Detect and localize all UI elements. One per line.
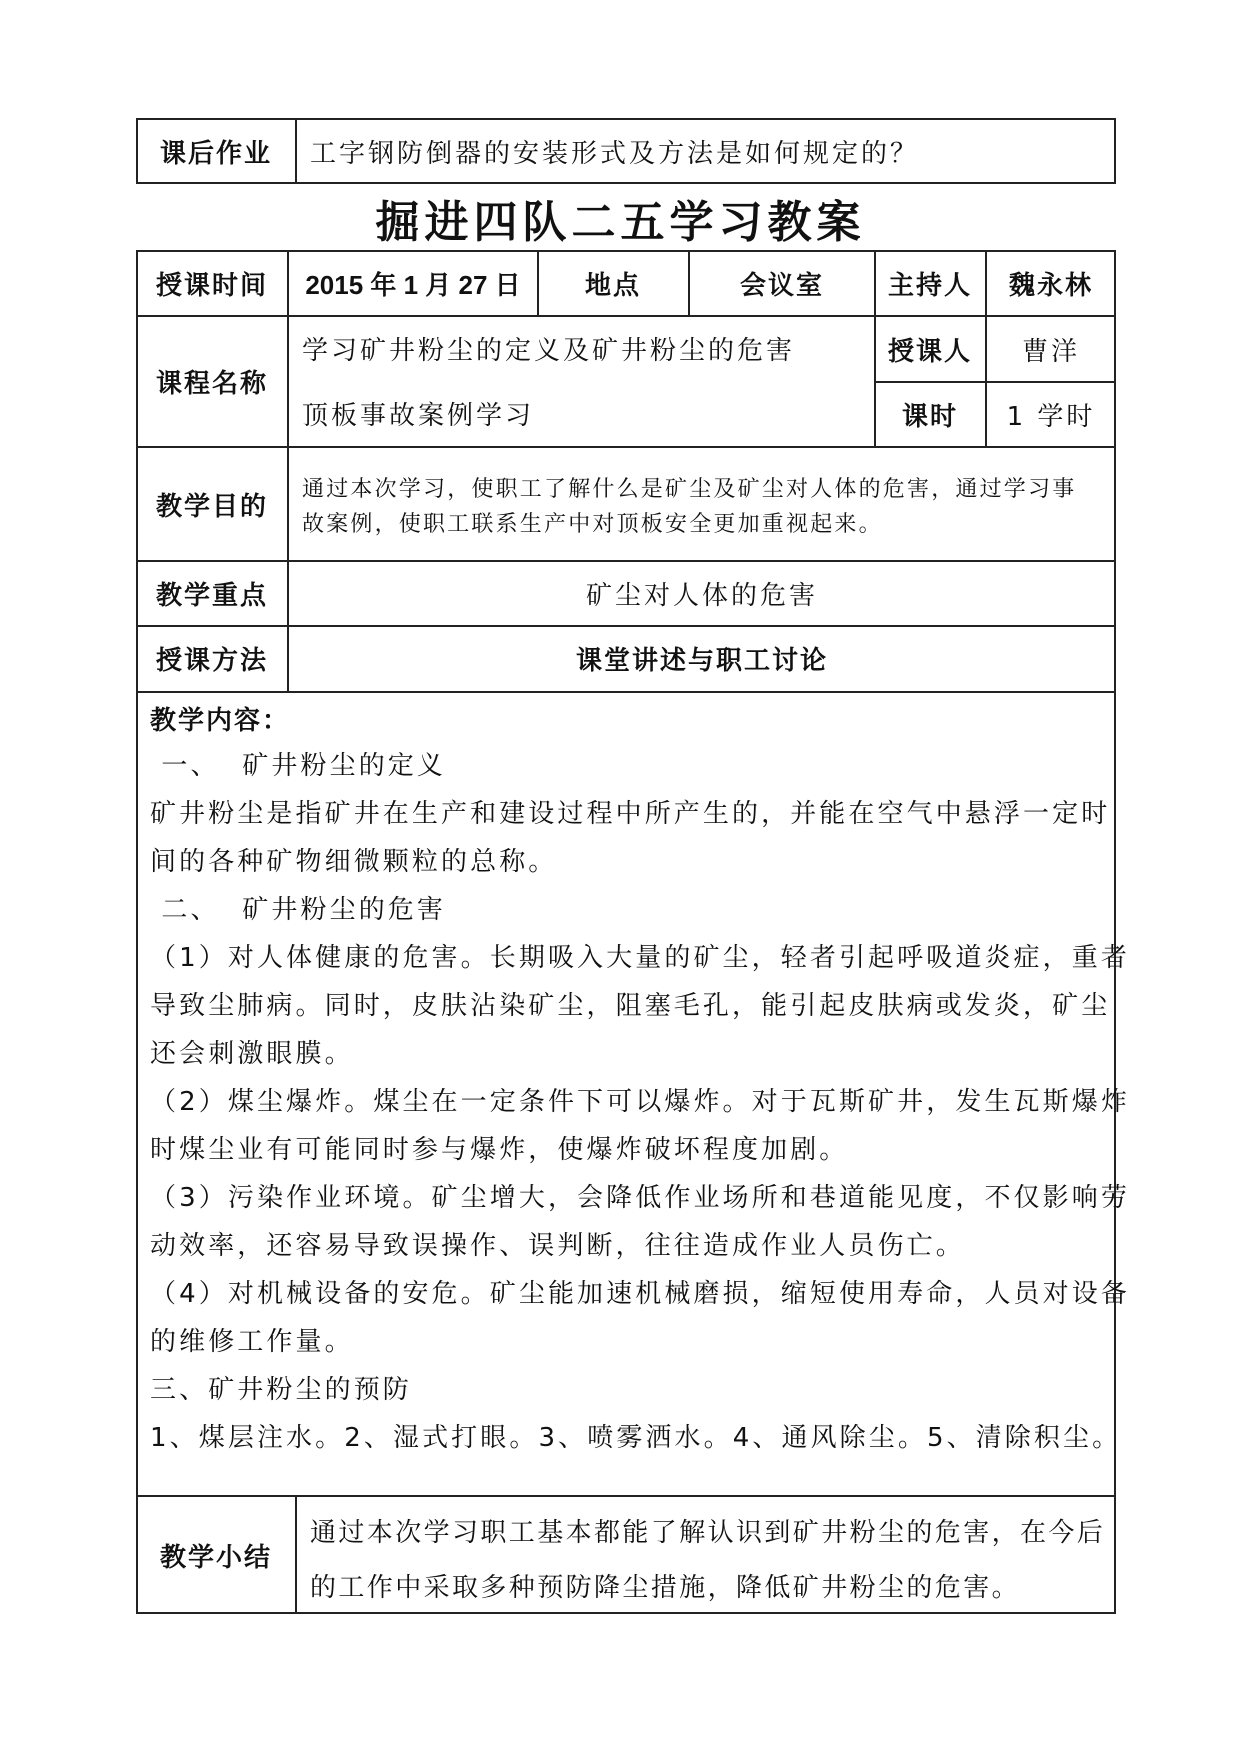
content-line: 1、煤层注水。2、湿式打眼。3、喷雾洒水。4、通风除尘。5、清除积尘。 — [150, 1423, 1122, 1453]
content-line: 时煤尘业有可能同时参与爆炸，使爆炸破坏程度加剧。 — [150, 1135, 849, 1165]
teacher-value: 曹洋 — [1021, 336, 1080, 367]
place-value: 会议室 — [739, 270, 824, 301]
homework-text: 工字钢防倒器的安装形式及方法是如何规定的？ — [310, 138, 920, 169]
teacher-label: 授课人 — [887, 336, 972, 367]
course-line-2: 顶板事故案例学习 — [302, 400, 535, 431]
content-line: 动效率，还容易导致误操作、误判断，往往造成作业人员伤亡。 — [150, 1231, 965, 1261]
content-line: （2）煤尘爆炸。煤尘在一定条件下可以爆炸。对于瓦斯矿井，发生瓦斯爆炸 — [150, 1087, 1130, 1117]
time-label: 授课时间 — [155, 270, 268, 301]
content-heading: 教学内容： — [150, 705, 291, 736]
content-line: 一、 矿井粉尘的定义 — [150, 751, 446, 781]
content-line: 的维修工作量。 — [150, 1327, 354, 1357]
homework-label: 课后作业 — [159, 138, 272, 169]
time-value: 2015 年 1 月 27 日 — [305, 269, 521, 300]
host-label: 主持人 — [887, 270, 972, 301]
content-line: 二、 矿井粉尘的危害 — [150, 895, 446, 925]
key-point-label: 教学重点 — [155, 581, 268, 611]
content-line: 三、矿井粉尘的预防 — [150, 1375, 412, 1405]
objective-line-2: 故案例，使职工联系生产中对顶板安全更加重视起来。 — [302, 511, 883, 537]
page-title: 掘进四队二五学习教案 — [375, 197, 866, 248]
summary-line-1: 通过本次学习职工基本都能了解认识到矿井粉尘的危害，在今后 — [310, 1517, 1106, 1548]
content-lines — [150, 742, 1130, 1462]
hours-value: 1 学时 — [1006, 401, 1096, 432]
summary-label: 教学小结 — [159, 1542, 272, 1573]
key-point-value: 矿尘对人体的危害 — [585, 581, 818, 611]
host-value: 魏永林 — [1008, 270, 1093, 301]
content-line: 间的各种矿物细微颗粒的总称。 — [150, 847, 558, 877]
course-label: 课程名称 — [155, 368, 268, 399]
objective-label: 教学目的 — [155, 491, 268, 522]
content-line: （3）污染作业环境。矿尘增大，会降低作业场所和巷道能见度，不仅影响劳 — [150, 1183, 1130, 1213]
method-value: 课堂讲述与职工讨论 — [575, 646, 828, 676]
place-label: 地点 — [584, 270, 641, 301]
content-line: 还会刺激眼膜。 — [150, 1039, 354, 1069]
method-label: 授课方法 — [155, 646, 268, 676]
content-line: （1）对人体健康的危害。长期吸入大量的矿尘，轻者引起呼吸道炎症，重者 — [150, 943, 1130, 973]
content-line: 导致尘肺病。同时，皮肤沾染矿尘，阻塞毛孔，能引起皮肤病或发炎，矿尘 — [150, 991, 1111, 1021]
objective-line-1: 通过本次学习，使职工了解什么是矿尘及矿尘对人体的危害，通过学习事 — [302, 476, 1077, 502]
content-line: （4）对机械设备的安危。矿尘能加速机械磨损，缩短使用寿命，人员对设备 — [150, 1279, 1130, 1309]
content-line: 矿井粉尘是指矿井在生产和建设过程中所产生的，并能在空气中悬浮一定时 — [150, 799, 1111, 829]
row-line — [136, 691, 1116, 693]
summary-line-2: 的工作中采取多种预防降尘措施，降低矿井粉尘的危害。 — [310, 1572, 1021, 1603]
course-line-1: 学习矿井粉尘的定义及矿井粉尘的危害 — [302, 335, 796, 366]
hours-label: 课时 — [901, 401, 958, 432]
